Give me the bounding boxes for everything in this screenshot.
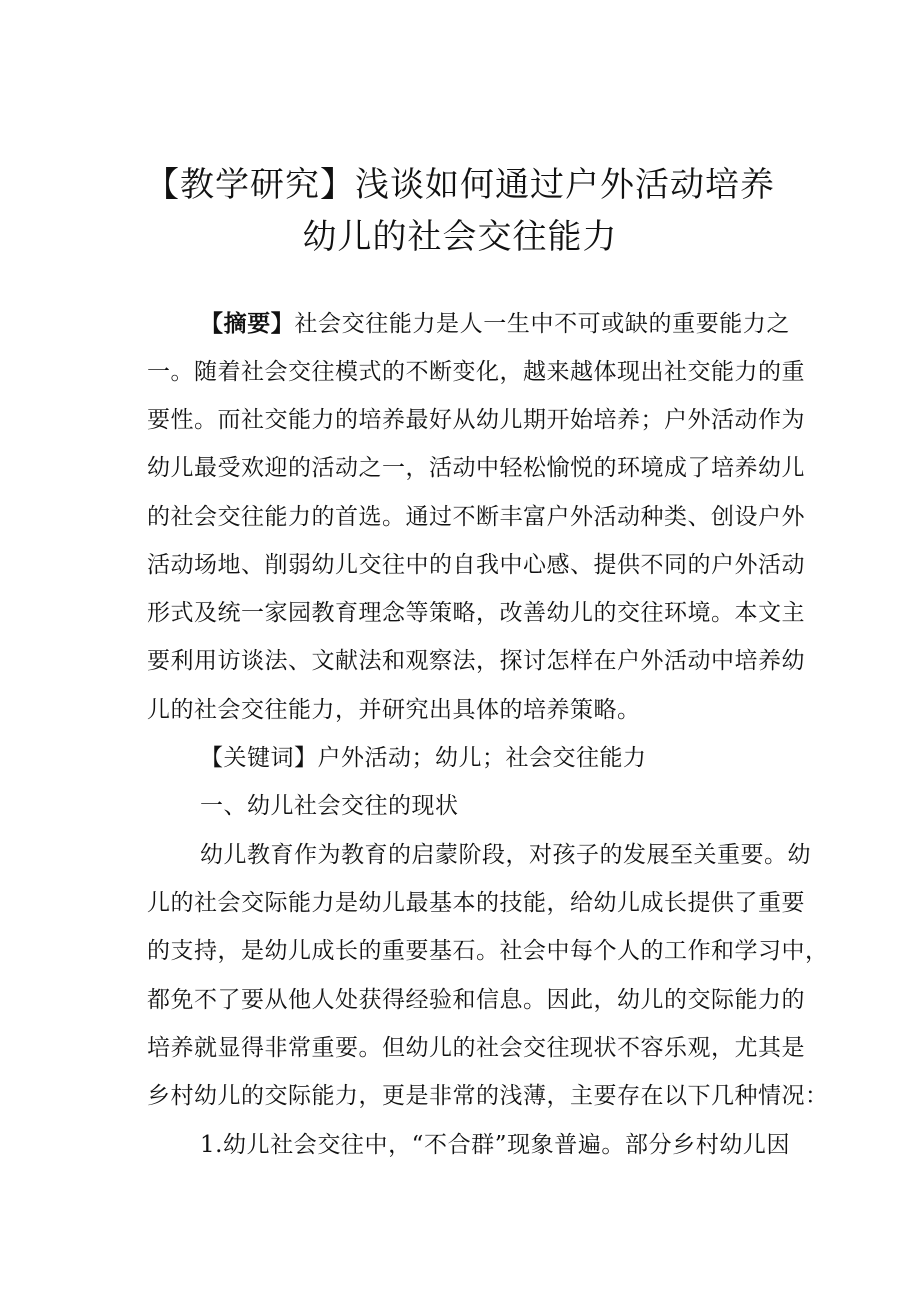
abstract-line: 儿的社会交往能力，并研究出具体的培养策略。 (147, 697, 641, 723)
abstract-line: 形式及统一家园教育理念等策略，改善幼儿的交往环境。本文主 (147, 600, 805, 626)
abstract-line: 一。随着社会交往模式的不断变化，越来越体现出社交能力的重 (147, 359, 805, 385)
keywords-text: 户外活动；幼儿；社会交往能力 (317, 745, 647, 771)
abstract-line: 要利用访谈法、文献法和观察法，探讨怎样在户外活动中培养幼 (147, 648, 805, 674)
document-title-line-1: 【教学研究】浅谈如何通过户外活动培养 (145, 165, 775, 205)
paragraph-line: 幼儿教育作为教育的启蒙阶段，对孩子的发展至关重要。幼 (200, 842, 811, 868)
abstract-label: 【摘要】 (200, 310, 295, 337)
section-heading: 一、幼儿社会交往的现状 (200, 793, 459, 819)
abstract-line: 幼儿最受欢迎的活动之一，活动中轻松愉悦的环境成了培养幼儿 (147, 455, 805, 481)
paragraph-line: 培养就显得非常重要。但幼儿的社会交往现状不容乐观，尤其是 (147, 1035, 805, 1061)
document-title-line-2: 幼儿的社会交往能力 (302, 217, 618, 257)
paragraph-line: 都免不了要从他人处获得经验和信息。因此，幼儿的交际能力的 (147, 987, 805, 1013)
abstract-line: 活动场地、削弱幼儿交往中的自我中心感、提供不同的户外活动 (147, 552, 805, 578)
keywords-label: 【关键词】 (200, 745, 318, 771)
list-item-1: 1.幼儿社会交往中，“不合群”现象普遍。部分乡村幼儿因 (200, 1132, 790, 1158)
abstract-line: 的社会交往能力的首选。通过不断丰富户外活动种类、创设户外 (147, 504, 805, 530)
abstract-line: 要性。而社交能力的培养最好从幼儿期开始培养；户外活动作为 (147, 407, 805, 433)
paragraph-line: 乡村幼儿的交际能力，更是非常的浅薄，主要存在以下几种情况： (147, 1083, 829, 1109)
abstract-line: 【摘要】社会交往能力是人一生中不可或缺的重要能力之 (200, 310, 791, 337)
keywords-line (200, 741, 660, 775)
paragraph-line: 的支持，是幼儿成长的重要基石。社会中每个人的工作和学习中， (147, 938, 829, 964)
paragraph-line: 儿的社会交际能力是幼儿最基本的技能，给幼儿成长提供了重要 (147, 890, 805, 916)
